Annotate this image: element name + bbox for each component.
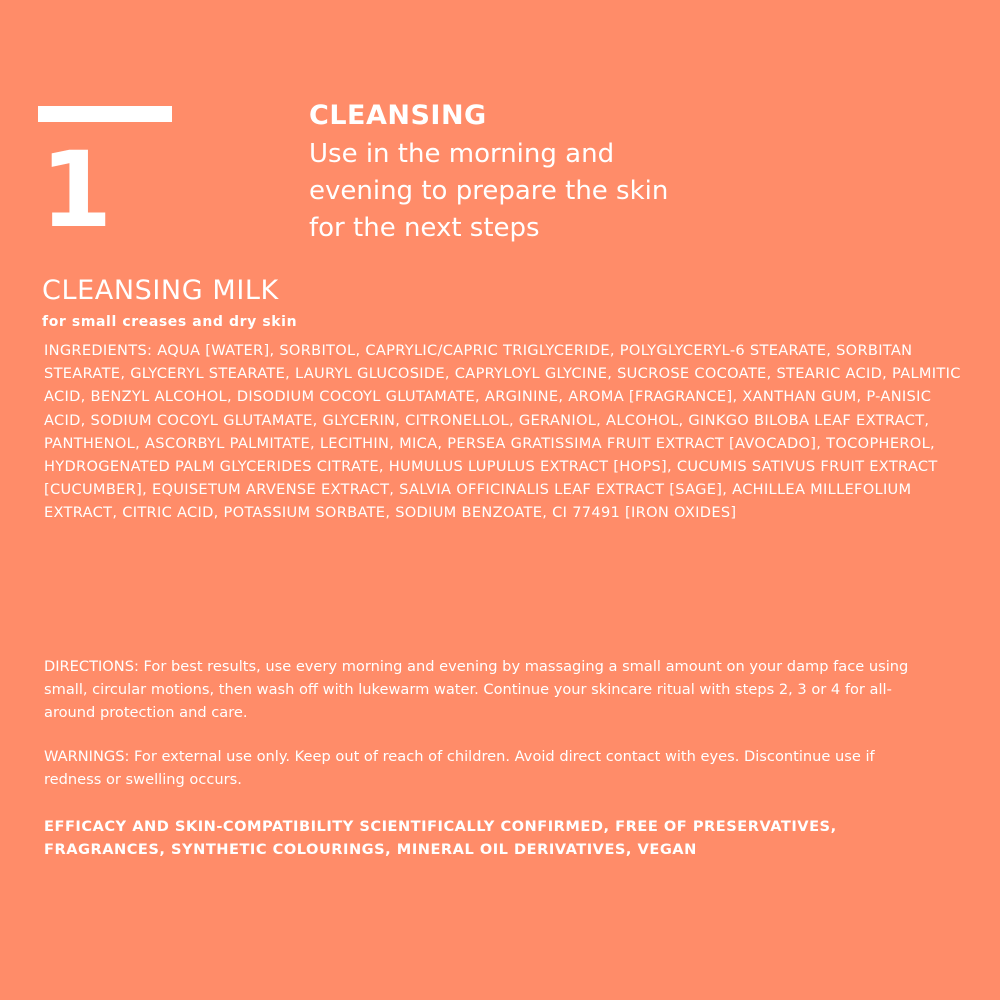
claims-text: EFFICACY AND SKIN-COMPATIBILITY SCIENTIFICALLY CONFIRMED, FREE OF PRESERVATIVES, FRAGRANCES, SYNTHETIC COLOURINGS, MINERAL OIL DERIVATIVES, VEGAN	[44, 817, 837, 858]
step-heading	[309, 100, 709, 247]
product-name: CLEANSING MILK	[42, 275, 279, 306]
step-bar-decoration	[38, 106, 172, 122]
ingredients-list: INGREDIENTS: AQUA [WATER], SORBITOL, CAPRYLIC/CAPRIC TRIGLYCERIDE, POLYGLYCERYL-6 STEARATE, SORBITAN STEARATE, GLYCERYL STEARATE, LAURYL GLUCOSIDE, CAPRYLOYL GLYCINE, SUCROSE COCOATE, STEARIC ACID, PALMITIC ACID, BENZYL ALCOHOL, DISODIUM COCOYL GLUTAMATE, ARGININE, AROMA [FRAGRANCE], XANTHAN GUM, P-ANISIC ACID, SODIUM COCOYL GLUTAMATE, GLYCERIN, CITRONELLOL, GERANIOL, ALCOHOL, GINKGO BILOBA LEAF EXTRACT, PANTHENOL, ASCORBYL PALMITATE, LECITHIN, MICA, PERSEA GRATISSIMA FRUIT EXTRACT [AVOCADO], TOCOPHEROL, HYDROGENATED PALM GLYCERIDES CITRATE, HUMULUS LUPULUS EXTRACT [HOPS], CUCUMIS SATIVUS FRUIT EXTRACT [CUCUMBER], EQUISETUM ARVENSE EXTRACT, SALVIA OFFICINALIS LEAF EXTRACT [SAGE], ACHILLEA MILLEFOLIUM EXTRACT, CITRIC ACID, POTASSIUM SORBATE, SODIUM BENZOATE, CI 77491 [IRON OXIDES]	[44, 342, 961, 522]
directions-text: DIRECTIONS: For best results, use every morning and evening by massaging a small amount on your damp face using small, circular motions, then wash off with lukewarm water. Continue your skincare ritual with steps 2, 3 or 4 for all-around protection and care.	[44, 658, 909, 721]
step-title: CLEANSING	[309, 100, 487, 131]
product-subtitle: for small creases and dry skin	[42, 314, 298, 330]
usage-section	[44, 656, 934, 861]
step-number: 1	[40, 129, 111, 251]
step-description: Use in the morning and evening to prepare the skin for the next steps	[309, 139, 669, 243]
product-section	[42, 274, 972, 525]
warnings-text: WARNINGS: For external use only. Keep out of reach of children. Avoid direct contact with eyes. Discontinue use if redness or swelling occurs.	[44, 748, 875, 789]
